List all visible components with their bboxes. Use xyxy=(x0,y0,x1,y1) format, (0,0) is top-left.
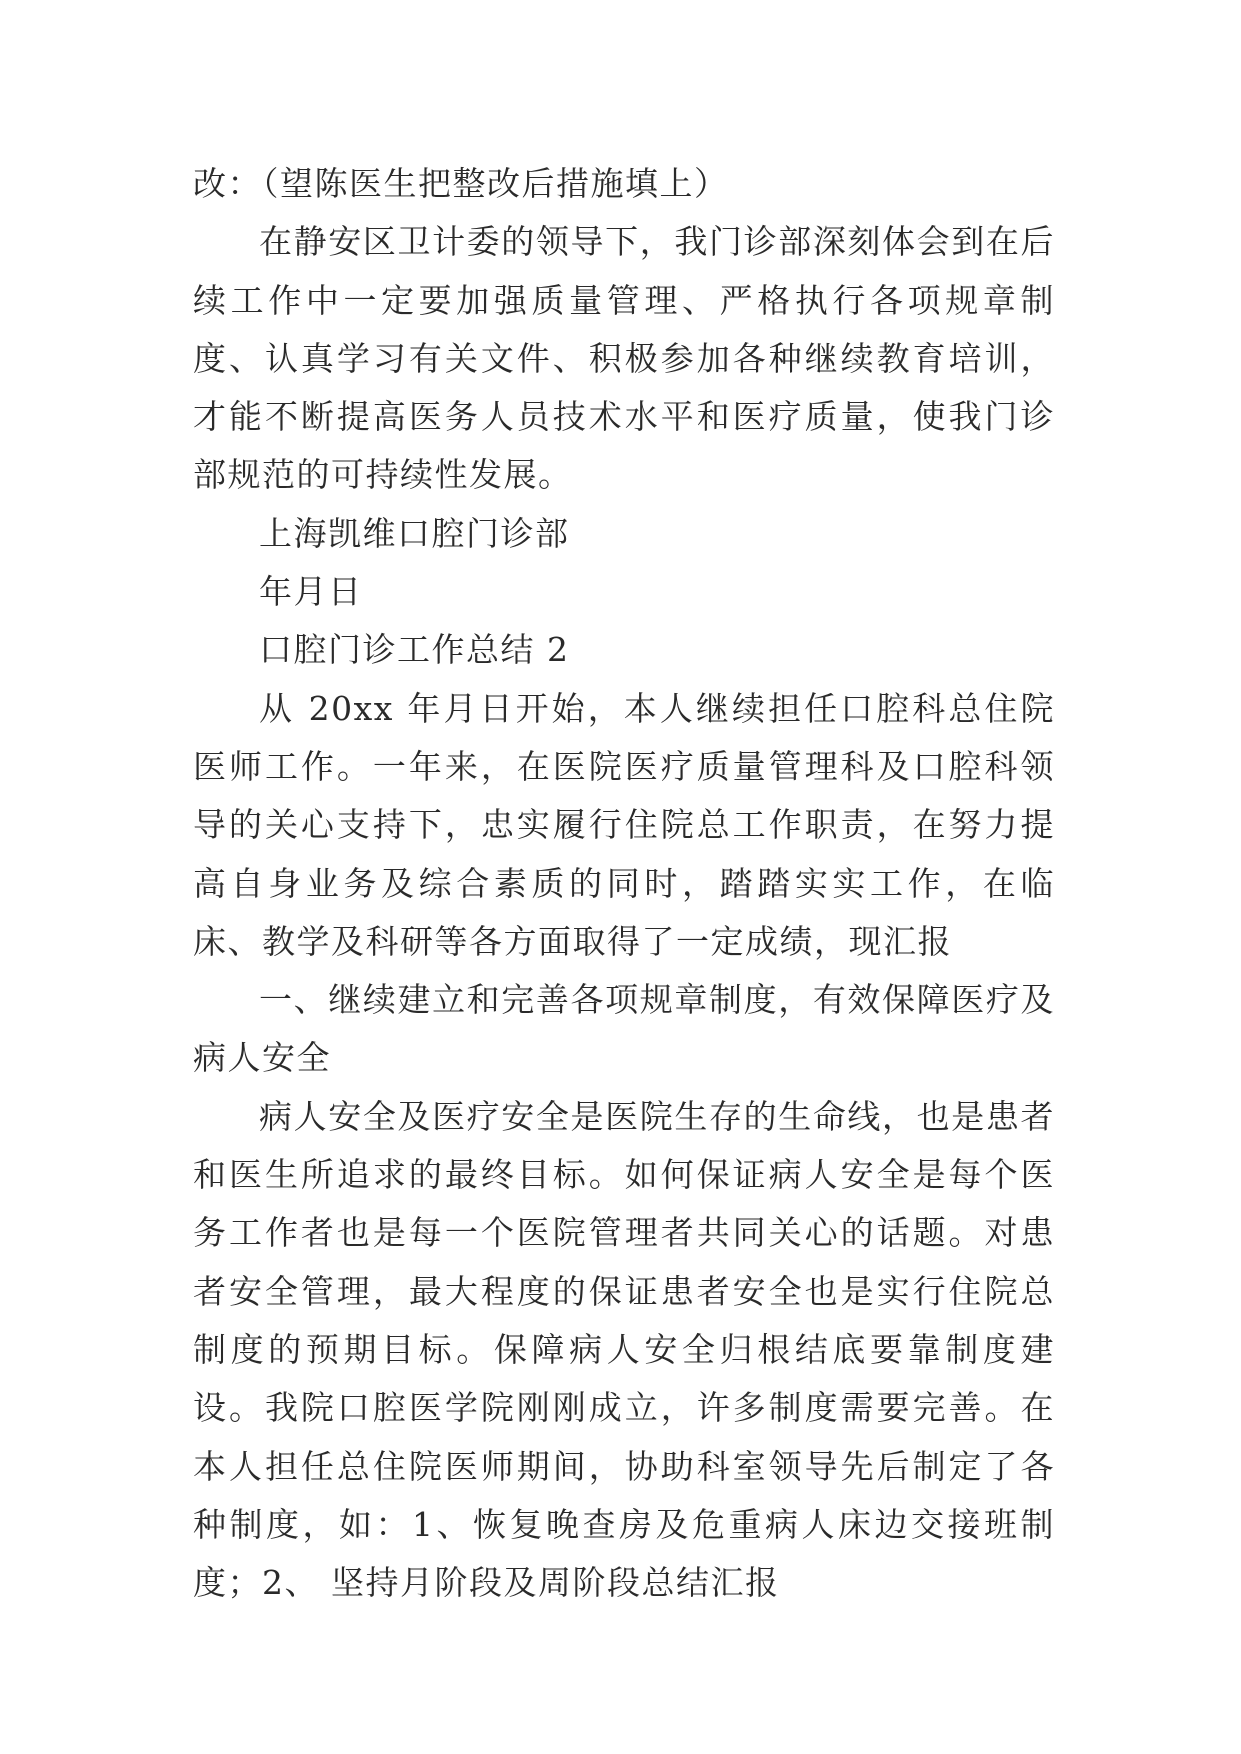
signature-date: 年月日 xyxy=(259,572,363,612)
document-body xyxy=(193,155,1055,1612)
paragraph-leadership-summary: 在静安区卫计委的领导下，我门诊部深刻体会到在后续工作中一定要加强质量管理、严格执行各项规章制度、认真学习有关文件、积极参加各种继续教育培训，才能不断提高医务人员技术水平和医疗质量，使我门诊部规范的可持续性发展。 xyxy=(193,222,1055,495)
paragraph-patient-safety: 病人安全及医疗安全是医院生存的生命线，也是患者和医生所追求的最终目标。如何保证病人安全是每个医务工作者也是每一个医院管理者共同关心的话题。对患者安全管理，最大程度的保证患者安全也是实行住院总制度的预期目标。保障病人安全归根结底要靠制度建设。我院口腔医学院刚刚成立，许多制度需要完善。在本人担任总住院医师期间，协助科室领导先后制定了各种制度，如：1、恢复晚查房及危重病人床边交接班制度；2、 坚持月阶段及周阶段总结汇报 xyxy=(193,1096,1055,1603)
heading-section-one: 一、继续建立和完善各项规章制度，有效保障医疗及病人安全 xyxy=(193,980,1055,1078)
signature-clinic-name: 上海凯维口腔门诊部 xyxy=(259,513,570,553)
paragraph-rectification-note: 改：（望陈医生把整改后措施填上） xyxy=(193,164,729,203)
section-title-summary-2: 口腔门诊工作总结 2 xyxy=(259,630,570,670)
paragraph-introduction: 从 20xx 年月日开始，本人继续担任口腔科总住院医师工作。一年来，在医院医疗质量管理科及口腔科领导的关心支持下，忠实履行住院总工作职责，在努力提高自身业务及综合素质的同时，踏踏实实工作，在临床、教学及科研等各方面取得了一定成绩，现汇报 xyxy=(193,688,1055,961)
